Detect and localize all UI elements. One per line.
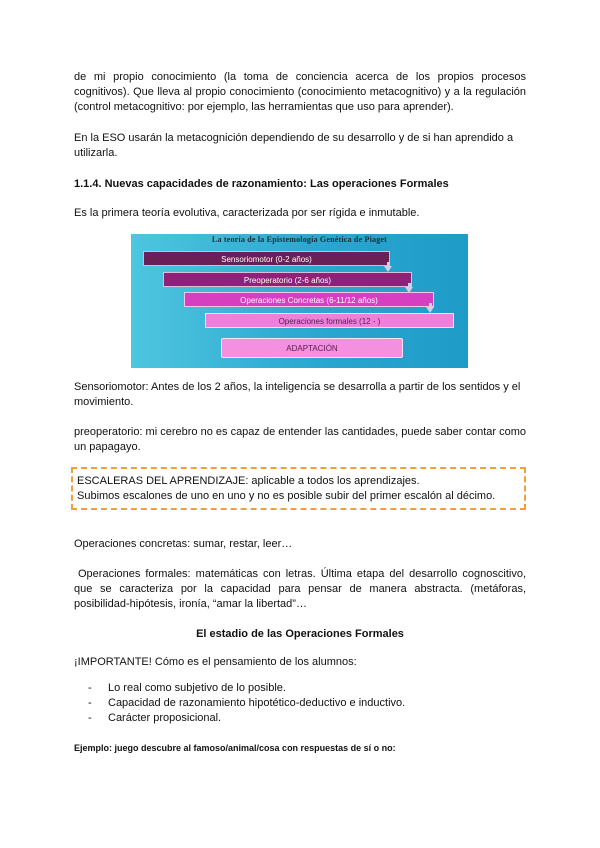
paragraph-metacognition: de mi propio conocimiento (la toma de conciencia acerca de los propios procesos cognitivos). Que lleva al propio conocimiento (conocimiento metacognitivo) y a la regulación (control metacognitivo: por ejemplo, las herramientas que uso para aprender). xyxy=(74,71,526,113)
list-item: - Carácter proposicional. xyxy=(88,712,222,724)
piaget-stages-figure xyxy=(131,234,468,368)
stage-preoperatorio: Preoperatorio (2-6 años) xyxy=(163,272,412,287)
paragraph-sensoriomotor: Sensoriomotor: Antes de los 2 años, la inteligencia se desarrolla a partir de los sentidos y el movimiento. xyxy=(74,381,521,408)
learning-stairs-callout xyxy=(71,467,526,510)
adaptation-box: ADAPTACIÓN xyxy=(221,338,403,358)
list-item: - Lo real como subjetivo de lo posible. xyxy=(88,682,286,694)
bullet-marker: - xyxy=(88,697,92,709)
example-line: Ejemplo: juego descubre al famoso/animal/cosa con respuestas de sí o no: xyxy=(74,743,396,753)
paragraph-preoperatorio: preoperatorio: mi cerebro no es capaz de entender las cantidades, puede saber contar como un papagayo. xyxy=(74,426,526,453)
subsection-heading: El estadio de las Operaciones Formales xyxy=(196,628,404,640)
stage-operaciones-concretas: Operaciones Concretas (6-11/12 años) xyxy=(184,292,434,307)
figure-title: La teoría de la Epistemología Genética de Piaget xyxy=(211,235,388,244)
paragraph-operaciones-concretas: Operaciones concretas: sumar, restar, leer… xyxy=(74,538,293,550)
callout-line-2: Subimos escalones de uno en uno y no es posible subir del primer escalón al décimo. xyxy=(77,490,496,502)
paragraph-theory: Es la primera teoría evolutiva, caracterizada por ser rígida e inmutable. xyxy=(74,207,420,219)
stage-operaciones-formales: Operaciones formales (12 - ) xyxy=(205,313,454,328)
bullet-marker: - xyxy=(88,682,92,694)
list-item: - Capacidad de razonamiento hipotético-deductivo e inductivo. xyxy=(88,697,406,709)
callout-line-1: ESCALERAS DEL APRENDIZAJE: aplicable a todos los aprendizajes. xyxy=(77,475,420,487)
stage-sensoriomotor: Sensoriomotor (0-2 años) xyxy=(143,251,390,266)
paragraph-important: ¡IMPORTANTE! Cómo es el pensamiento de los alumnos: xyxy=(74,656,357,668)
paragraph-eso: En la ESO usarán la metacognición dependiendo de su desarrollo y de si han aprendido a utilizarla. xyxy=(74,132,514,159)
characteristics-list xyxy=(88,681,405,726)
paragraph-operaciones-formales: Operaciones formales: matemáticas con letras. Última etapa del desarrollo cognoscitivo, que se caracteriza por la capacidad para pensar de manera abstracta. (metáforas, posibilidad-hipótesis, ironía, “amar la libertad”… xyxy=(74,568,526,610)
bullet-marker: - xyxy=(88,712,92,724)
section-heading: 1.1.4. Nuevas capacidades de razonamiento: Las operaciones Formales xyxy=(74,178,449,190)
